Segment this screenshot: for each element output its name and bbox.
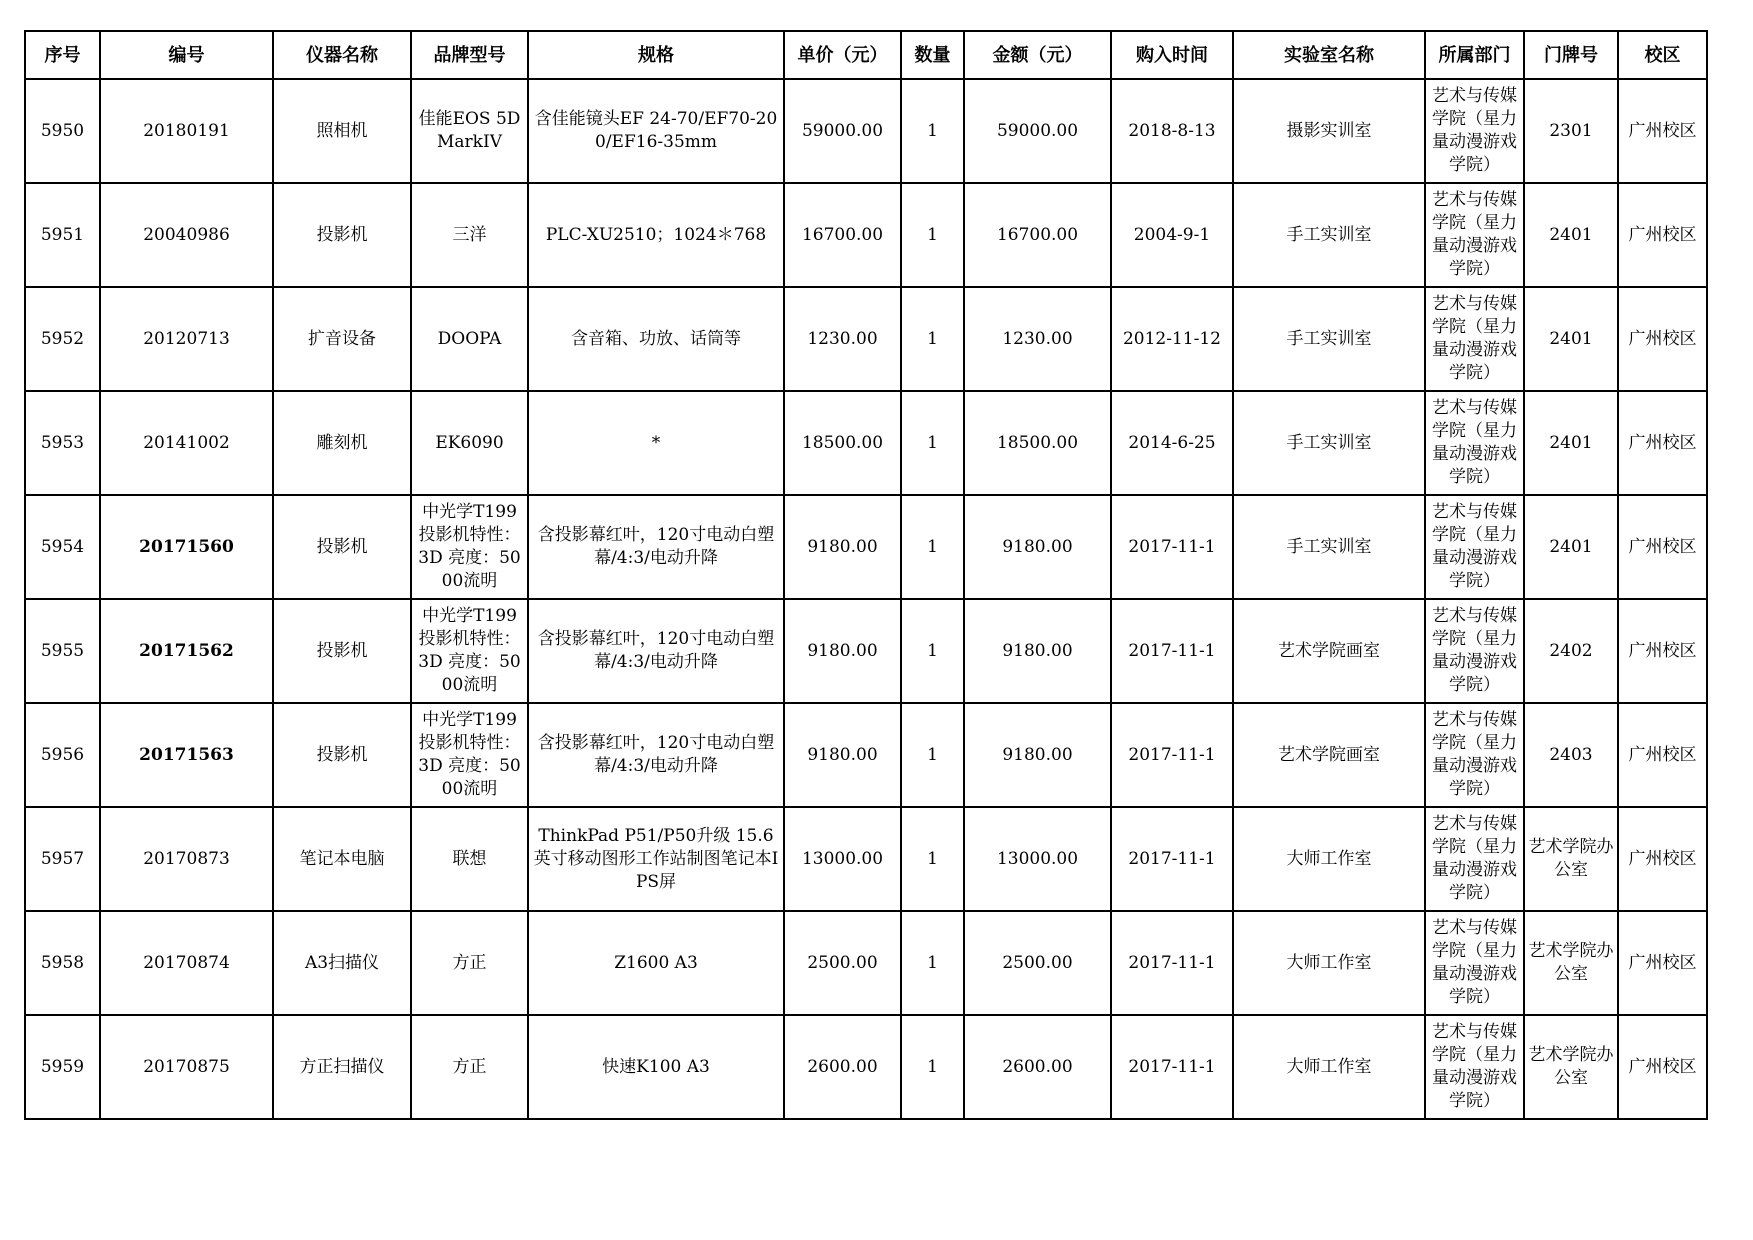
cell-room-no — [1524, 911, 1618, 1015]
cell-text: ThinkPad P51/P50升级 15.6英寸移动图形工作站制图笔记本IPS屏 — [533, 825, 779, 892]
cell-brand-model — [411, 79, 528, 183]
cell-text: 大师工作室 — [1286, 848, 1372, 869]
cell-room-no — [1524, 1015, 1618, 1119]
cell-spec — [528, 911, 784, 1015]
cell-unit-price — [784, 391, 901, 495]
cell-text: 手工实训室 — [1286, 328, 1372, 349]
cell-text: 照相机 — [316, 120, 368, 141]
header-department: 所属部门 — [1425, 31, 1524, 79]
cell-text: PLC-XU2510；1024＊768 — [545, 224, 767, 245]
cell-unit-price — [784, 1015, 901, 1119]
cell-quantity — [901, 183, 964, 287]
cell-spec — [528, 599, 784, 703]
cell-text: 广州校区 — [1628, 120, 1697, 141]
cell-text: 雕刻机 — [316, 432, 368, 453]
cell-text: 艺术与传媒学院（星力量动漫游戏学院） — [1432, 294, 1517, 383]
cell-brand-model — [411, 599, 528, 703]
cell-quantity — [901, 495, 964, 599]
cell-text: 20171563 — [139, 744, 234, 765]
header-amount: 金额（元） — [964, 31, 1111, 79]
cell-text: 三洋 — [452, 224, 487, 245]
cell-department — [1425, 495, 1524, 599]
cell-text: 9180.00 — [1002, 536, 1073, 557]
cell-department — [1425, 1015, 1524, 1119]
cell-asset-no — [100, 911, 273, 1015]
cell-text: 投影机 — [316, 224, 368, 245]
cell-lab-name — [1233, 391, 1425, 495]
cell-lab-name — [1233, 287, 1425, 391]
cell-text: 广州校区 — [1628, 848, 1697, 869]
cell-text: 艺术学院画室 — [1278, 744, 1380, 765]
cell-amount — [964, 599, 1111, 703]
cell-unit-price — [784, 79, 901, 183]
cell-text: 手工实训室 — [1286, 536, 1372, 557]
table-row — [25, 911, 1707, 1015]
cell-amount — [964, 807, 1111, 911]
cell-text: 1 — [927, 120, 938, 141]
cell-asset-no — [100, 807, 273, 911]
cell-seq — [25, 183, 100, 287]
cell-text: * — [651, 432, 661, 453]
cell-purchase-date — [1111, 807, 1233, 911]
cell-brand-model — [411, 287, 528, 391]
cell-text: 20180191 — [143, 120, 230, 141]
cell-spec — [528, 391, 784, 495]
cell-text: 艺术与传媒学院（星力量动漫游戏学院） — [1432, 710, 1517, 799]
cell-instrument-name — [273, 79, 411, 183]
cell-text: 艺术与传媒学院（星力量动漫游戏学院） — [1432, 86, 1517, 175]
cell-instrument-name — [273, 495, 411, 599]
cell-text: 笔记本电脑 — [299, 848, 385, 869]
cell-text: 9180.00 — [1002, 744, 1073, 765]
cell-lab-name — [1233, 79, 1425, 183]
cell-text: 2403 — [1549, 744, 1593, 765]
cell-seq — [25, 599, 100, 703]
cell-text: 2401 — [1549, 328, 1593, 349]
cell-text: 艺术与传媒学院（星力量动漫游戏学院） — [1432, 398, 1517, 487]
cell-text: 20141002 — [143, 432, 230, 453]
cell-spec — [528, 703, 784, 807]
cell-campus — [1618, 183, 1707, 287]
cell-text: Z1600 A3 — [614, 952, 698, 973]
cell-seq — [25, 391, 100, 495]
cell-campus — [1618, 599, 1707, 703]
cell-text: 投影机 — [316, 640, 368, 661]
header-campus: 校区 — [1618, 31, 1707, 79]
table-row — [25, 599, 1707, 703]
cell-text: 20170875 — [143, 1056, 230, 1077]
cell-quantity — [901, 599, 964, 703]
cell-seq — [25, 911, 100, 1015]
cell-purchase-date — [1111, 391, 1233, 495]
cell-department — [1425, 911, 1524, 1015]
cell-spec — [528, 79, 784, 183]
cell-seq — [25, 1015, 100, 1119]
cell-department — [1425, 391, 1524, 495]
cell-text: 2401 — [1549, 432, 1593, 453]
cell-amount — [964, 391, 1111, 495]
cell-text: 2017-11-1 — [1128, 1056, 1216, 1077]
cell-purchase-date — [1111, 287, 1233, 391]
cell-text: 2401 — [1549, 536, 1593, 557]
cell-amount — [964, 287, 1111, 391]
cell-text: 投影机 — [316, 744, 368, 765]
cell-text: 艺术与传媒学院（星力量动漫游戏学院） — [1432, 502, 1517, 591]
cell-spec — [528, 807, 784, 911]
cell-text: 投影机 — [316, 536, 368, 557]
cell-text: 2004-9-1 — [1133, 224, 1211, 245]
cell-department — [1425, 183, 1524, 287]
cell-unit-price — [784, 911, 901, 1015]
cell-unit-price — [784, 495, 901, 599]
cell-brand-model — [411, 911, 528, 1015]
cell-department — [1425, 79, 1524, 183]
cell-text: 13000.00 — [996, 848, 1079, 869]
cell-asset-no — [100, 391, 273, 495]
cell-asset-no — [100, 183, 273, 287]
cell-text: 大师工作室 — [1286, 1056, 1372, 1077]
cell-text: 16700.00 — [996, 224, 1079, 245]
cell-text: 1 — [927, 536, 938, 557]
cell-unit-price — [784, 287, 901, 391]
cell-text: 5956 — [40, 744, 85, 765]
cell-text: 联想 — [452, 848, 487, 869]
cell-text: 2500.00 — [1002, 952, 1073, 973]
cell-amount — [964, 911, 1111, 1015]
cell-text: 艺术与传媒学院（星力量动漫游戏学院） — [1432, 1022, 1517, 1111]
cell-room-no — [1524, 495, 1618, 599]
cell-text: 1 — [927, 744, 938, 765]
cell-text: 9180.00 — [807, 536, 878, 557]
cell-text: 手工实训室 — [1286, 432, 1372, 453]
cell-text: 2014-6-25 — [1128, 432, 1216, 453]
cell-text: 艺术学院办公室 — [1528, 941, 1614, 984]
cell-spec — [528, 183, 784, 287]
cell-asset-no — [100, 495, 273, 599]
cell-spec — [528, 495, 784, 599]
cell-department — [1425, 807, 1524, 911]
cell-text: 含投影幕红叶，120寸电动白塑幕/4:3/电动升降 — [537, 525, 775, 568]
cell-campus — [1618, 911, 1707, 1015]
cell-text: 1 — [927, 640, 938, 661]
cell-text: 含投影幕红叶，120寸电动白塑幕/4:3/电动升降 — [537, 733, 775, 776]
cell-text: 20120713 — [143, 328, 230, 349]
cell-text: 9180.00 — [807, 744, 878, 765]
cell-text: 1 — [927, 952, 938, 973]
cell-instrument-name — [273, 287, 411, 391]
cell-asset-no — [100, 599, 273, 703]
cell-quantity — [901, 287, 964, 391]
cell-text: 艺术与传媒学院（星力量动漫游戏学院） — [1432, 190, 1517, 279]
cell-unit-price — [784, 703, 901, 807]
cell-instrument-name — [273, 183, 411, 287]
cell-purchase-date — [1111, 79, 1233, 183]
cell-text: 摄影实训室 — [1286, 120, 1372, 141]
cell-text: 1 — [927, 848, 938, 869]
cell-text: 大师工作室 — [1286, 952, 1372, 973]
cell-text: 艺术与传媒学院（星力量动漫游戏学院） — [1432, 918, 1517, 1007]
header-room-no: 门牌号 — [1524, 31, 1618, 79]
cell-lab-name — [1233, 495, 1425, 599]
cell-department — [1425, 287, 1524, 391]
cell-text: EK6090 — [435, 432, 504, 453]
cell-quantity — [901, 807, 964, 911]
cell-text: 1 — [927, 1056, 938, 1077]
cell-purchase-date — [1111, 703, 1233, 807]
cell-text: 18500.00 — [996, 432, 1079, 453]
cell-brand-model — [411, 703, 528, 807]
cell-text: 2017-11-1 — [1128, 744, 1216, 765]
cell-asset-no — [100, 703, 273, 807]
cell-text: 20171562 — [139, 640, 234, 661]
cell-text: 5957 — [40, 848, 85, 869]
cell-text: 5950 — [40, 120, 85, 141]
cell-lab-name — [1233, 807, 1425, 911]
cell-campus — [1618, 287, 1707, 391]
cell-text: 1 — [927, 432, 938, 453]
cell-text: 2401 — [1549, 224, 1593, 245]
header-row — [25, 31, 1707, 79]
cell-room-no — [1524, 183, 1618, 287]
cell-text: 2600.00 — [807, 1056, 878, 1077]
equipment-sheet — [24, 30, 1706, 1120]
cell-brand-model — [411, 1015, 528, 1119]
table-body — [25, 79, 1707, 1119]
cell-unit-price — [784, 807, 901, 911]
cell-text: 含投影幕红叶，120寸电动白塑幕/4:3/电动升降 — [537, 629, 775, 672]
header-brand-model: 品牌型号 — [411, 31, 528, 79]
cell-amount — [964, 495, 1111, 599]
cell-text: 20170874 — [143, 952, 230, 973]
cell-text: 广州校区 — [1628, 432, 1697, 453]
cell-room-no — [1524, 79, 1618, 183]
cell-text: 广州校区 — [1628, 536, 1697, 557]
cell-text: 59000.00 — [801, 120, 884, 141]
cell-seq — [25, 495, 100, 599]
cell-purchase-date — [1111, 1015, 1233, 1119]
cell-brand-model — [411, 391, 528, 495]
cell-seq — [25, 807, 100, 911]
cell-text: 2012-11-12 — [1122, 328, 1221, 349]
header-unit-price: 单价（元） — [784, 31, 901, 79]
cell-department — [1425, 599, 1524, 703]
cell-spec — [528, 287, 784, 391]
cell-amount — [964, 183, 1111, 287]
cell-quantity — [901, 911, 964, 1015]
header-quantity: 数量 — [901, 31, 964, 79]
cell-seq — [25, 79, 100, 183]
cell-text: 2402 — [1549, 640, 1593, 661]
cell-text: 中光学T199投影机特性：3D 亮度：5000流明 — [418, 606, 521, 695]
cell-text: 中光学T199投影机特性：3D 亮度：5000流明 — [418, 710, 521, 799]
cell-campus — [1618, 495, 1707, 599]
cell-text: 2500.00 — [807, 952, 878, 973]
cell-amount — [964, 79, 1111, 183]
table-row — [25, 183, 1707, 287]
table-row — [25, 79, 1707, 183]
header-instrument-name: 仪器名称 — [273, 31, 411, 79]
cell-purchase-date — [1111, 911, 1233, 1015]
cell-text: 艺术学院办公室 — [1528, 1045, 1614, 1088]
cell-text: 广州校区 — [1628, 952, 1697, 973]
cell-asset-no — [100, 79, 273, 183]
cell-campus — [1618, 391, 1707, 495]
cell-text: 含音箱、功放、话筒等 — [571, 328, 741, 349]
cell-quantity — [901, 79, 964, 183]
cell-purchase-date — [1111, 599, 1233, 703]
table-row — [25, 1015, 1707, 1119]
cell-campus — [1618, 807, 1707, 911]
table-row — [25, 391, 1707, 495]
cell-instrument-name — [273, 391, 411, 495]
cell-text: 1 — [927, 224, 938, 245]
cell-amount — [964, 703, 1111, 807]
cell-text: 2018-8-13 — [1128, 120, 1216, 141]
cell-instrument-name — [273, 599, 411, 703]
table-row — [25, 495, 1707, 599]
cell-asset-no — [100, 1015, 273, 1119]
cell-text: 5954 — [40, 536, 85, 557]
cell-text: 5952 — [40, 328, 85, 349]
cell-text: 9180.00 — [1002, 640, 1073, 661]
cell-room-no — [1524, 391, 1618, 495]
header-purchase-date: 购入时间 — [1111, 31, 1233, 79]
cell-room-no — [1524, 703, 1618, 807]
cell-text: 5951 — [40, 224, 85, 245]
cell-text: 扩音设备 — [308, 328, 376, 349]
cell-asset-no — [100, 287, 273, 391]
cell-text: 20040986 — [143, 224, 230, 245]
cell-text: 佳能EOS 5D MarkIV — [418, 109, 521, 152]
cell-department — [1425, 703, 1524, 807]
cell-instrument-name — [273, 911, 411, 1015]
cell-text: A3扫描仪 — [304, 952, 380, 973]
cell-amount — [964, 1015, 1111, 1119]
cell-seq — [25, 287, 100, 391]
cell-text: 16700.00 — [801, 224, 884, 245]
table-row — [25, 287, 1707, 391]
cell-text: 艺术学院画室 — [1278, 640, 1380, 661]
cell-quantity — [901, 703, 964, 807]
cell-lab-name — [1233, 599, 1425, 703]
cell-campus — [1618, 1015, 1707, 1119]
cell-text: DOOPA — [437, 328, 502, 349]
cell-text: 方正 — [452, 952, 487, 973]
cell-lab-name — [1233, 183, 1425, 287]
header-seq: 序号 — [25, 31, 100, 79]
cell-spec — [528, 1015, 784, 1119]
cell-room-no — [1524, 807, 1618, 911]
cell-text: 含佳能镜头EF 24-70/EF70-200/EF16-35mm — [534, 109, 778, 152]
cell-text: 2017-11-1 — [1128, 952, 1216, 973]
cell-text: 广州校区 — [1628, 1056, 1697, 1077]
cell-text: 5958 — [40, 952, 85, 973]
cell-brand-model — [411, 495, 528, 599]
cell-unit-price — [784, 183, 901, 287]
cell-quantity — [901, 391, 964, 495]
cell-text: 1230.00 — [807, 328, 878, 349]
cell-text: 2301 — [1549, 120, 1593, 141]
cell-instrument-name — [273, 1015, 411, 1119]
cell-text: 中光学T199投影机特性：3D 亮度：5000流明 — [418, 502, 521, 591]
cell-text: 2600.00 — [1002, 1056, 1073, 1077]
cell-text: 快速K100 A3 — [602, 1056, 710, 1077]
cell-seq — [25, 703, 100, 807]
cell-text: 方正扫描仪 — [299, 1056, 385, 1077]
cell-text: 艺术学院办公室 — [1528, 837, 1614, 880]
cell-quantity — [901, 1015, 964, 1119]
cell-text: 艺术与传媒学院（星力量动漫游戏学院） — [1432, 606, 1517, 695]
header-asset-no: 编号 — [100, 31, 273, 79]
cell-text: 方正 — [452, 1056, 487, 1077]
cell-campus — [1618, 703, 1707, 807]
cell-text: 5959 — [40, 1056, 85, 1077]
cell-lab-name — [1233, 703, 1425, 807]
cell-lab-name — [1233, 911, 1425, 1015]
cell-text: 13000.00 — [801, 848, 884, 869]
cell-brand-model — [411, 183, 528, 287]
cell-text: 18500.00 — [801, 432, 884, 453]
cell-lab-name — [1233, 1015, 1425, 1119]
cell-text: 20171560 — [139, 536, 234, 557]
cell-brand-model — [411, 807, 528, 911]
cell-text: 59000.00 — [996, 120, 1079, 141]
cell-text: 2017-11-1 — [1128, 536, 1216, 557]
cell-text: 20170873 — [143, 848, 230, 869]
cell-text: 广州校区 — [1628, 744, 1697, 765]
cell-purchase-date — [1111, 495, 1233, 599]
cell-text: 广州校区 — [1628, 224, 1697, 245]
table-row — [25, 703, 1707, 807]
cell-room-no — [1524, 287, 1618, 391]
cell-instrument-name — [273, 807, 411, 911]
cell-text: 5953 — [40, 432, 85, 453]
cell-purchase-date — [1111, 183, 1233, 287]
cell-text: 5955 — [40, 640, 85, 661]
cell-text: 广州校区 — [1628, 328, 1697, 349]
table-row — [25, 807, 1707, 911]
cell-text: 广州校区 — [1628, 640, 1697, 661]
header-spec: 规格 — [528, 31, 784, 79]
cell-text: 艺术与传媒学院（星力量动漫游戏学院） — [1432, 814, 1517, 903]
cell-instrument-name — [273, 703, 411, 807]
cell-text: 2017-11-1 — [1128, 848, 1216, 869]
cell-text: 2017-11-1 — [1128, 640, 1216, 661]
cell-campus — [1618, 79, 1707, 183]
equipment-table — [24, 30, 1708, 1120]
cell-text: 1 — [927, 328, 938, 349]
cell-text: 1230.00 — [1002, 328, 1073, 349]
cell-unit-price — [784, 599, 901, 703]
header-lab-name: 实验室名称 — [1233, 31, 1425, 79]
cell-text: 9180.00 — [807, 640, 878, 661]
cell-text: 手工实训室 — [1286, 224, 1372, 245]
cell-room-no — [1524, 599, 1618, 703]
